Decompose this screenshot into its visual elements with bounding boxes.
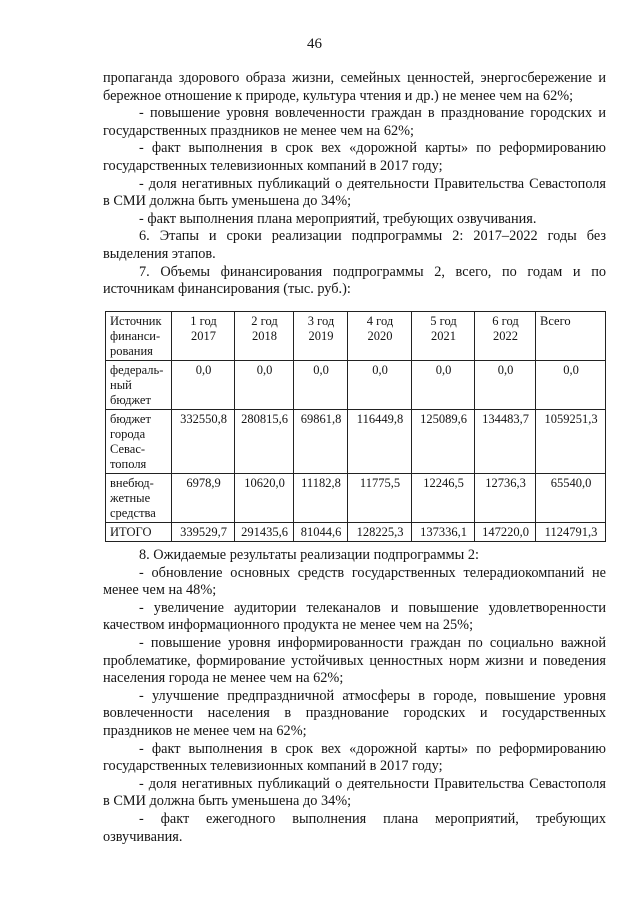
- table-cell: 147220,0: [475, 523, 536, 542]
- paragraph: - факт выполнения плана мероприятий, требующих озвучивания.: [139, 210, 537, 227]
- paragraph: - факт выполнения в срок вех «дорожной карты» по реформированию государственных телевизионных компаний в 2017 году;: [103, 140, 606, 174]
- table-cell: 81044,6: [294, 523, 348, 542]
- top-text-block: [103, 70, 606, 299]
- table-header-cell: Всего: [536, 312, 606, 361]
- table-cell: 291435,6: [235, 523, 294, 542]
- paragraph: - доля негативных публикаций о деятельности Правительства Севастополя в СМИ должна быть уменьшена до 34%;: [103, 175, 606, 210]
- table-cell: 11182,8: [294, 474, 348, 523]
- table-cell: 0,0: [294, 361, 348, 410]
- table-row-label: бюджет города Севас-тополя: [106, 410, 172, 474]
- paragraph: - факт выполнения в срок вех «дорожной карты» по реформированию государственных телевизионных компаний в 2017 году;: [103, 740, 606, 775]
- table-header-cell: 2 год 2018: [235, 312, 294, 361]
- table-cell: 12246,5: [412, 474, 475, 523]
- table-cell: 12736,3: [475, 474, 536, 523]
- table-cell: 6978,9: [172, 474, 235, 523]
- paragraph: - доля негативных публикаций о деятельности Правительства Севастополя в СМИ должна быть уменьшена до 34%;: [103, 775, 606, 810]
- table-header-cell: 1 год 2017: [172, 312, 235, 361]
- table-cell: 0,0: [475, 361, 536, 410]
- table-row-label: федераль-ный бюджет: [106, 361, 172, 410]
- table-cell: 1124791,3: [536, 523, 606, 542]
- table-header-cell: 4 год 2020: [348, 312, 412, 361]
- paragraph: - повышение уровня вовлеченности граждан в празднование городских и государственных праздников не менее чем на 62%;: [103, 105, 606, 139]
- page-number: 46: [307, 36, 322, 52]
- paragraph: - улучшение предпраздничной атмосферы в городе, повышение уровня вовлеченности населения в празднование городских и государственных праздников не менее чем на 62%;: [103, 687, 606, 739]
- table-cell: 0,0: [235, 361, 294, 410]
- table-cell: 11775,5: [348, 474, 412, 523]
- table-header-cell: 5 год 2021: [412, 312, 475, 361]
- table-cell: 1059251,3: [536, 410, 606, 474]
- bottom-text-block: [103, 547, 606, 846]
- table-cell: 65540,0: [536, 474, 606, 523]
- table-cell: 280815,6: [235, 410, 294, 474]
- table-row: [106, 361, 606, 410]
- table-cell: 134483,7: [475, 410, 536, 474]
- table-cell: 116449,8: [348, 410, 412, 474]
- paragraph: 7. Объемы финансирования подпрограммы 2, всего, по годам и по источникам финансирования (тыс. руб.):: [103, 263, 606, 298]
- financing-table: [105, 311, 606, 542]
- table-header-cell: 6 год 2022: [475, 312, 536, 361]
- paragraph: 6. Этапы и сроки реализации подпрограммы 2: 2017–2022 годы без выделения этапов.: [103, 228, 606, 262]
- table-cell: 125089,6: [412, 410, 475, 474]
- table-cell: 0,0: [172, 361, 235, 410]
- table-cell: 128225,3: [348, 523, 412, 542]
- table-cell: 0,0: [348, 361, 412, 410]
- table-row-label: внебюд-жетные средства: [106, 474, 172, 523]
- table-row-total: [106, 523, 606, 542]
- paragraph: - факт ежегодного выполнения плана мероприятий, требующих озвучивания.: [103, 810, 606, 845]
- table-header-cell: 3 год 2019: [294, 312, 348, 361]
- table-cell: 0,0: [412, 361, 475, 410]
- table-row: [106, 410, 606, 474]
- paragraph: - повышение уровня информированности граждан по социально важной проблематике, формирование устойчивых ценностных норм жизни и поведения населения города не менее чем на 62%;: [103, 634, 606, 687]
- table-row-label: ИТОГО: [106, 523, 172, 542]
- table-header-cell: Источник финанси-рования: [106, 312, 172, 361]
- paragraph: - увеличение аудитории телеканалов и повышение удовлетворенности качеством информационного продукта не менее чем на 25%;: [103, 599, 606, 634]
- table-cell: 137336,1: [412, 523, 475, 542]
- table-cell: 0,0: [536, 361, 606, 410]
- table-row: [106, 474, 606, 523]
- table-cell: 332550,8: [172, 410, 235, 474]
- table-cell: 10620,0: [235, 474, 294, 523]
- table-cell: 69861,8: [294, 410, 348, 474]
- table-header-row: [106, 312, 606, 361]
- paragraph: - обновление основных средств государственных телерадиокомпаний не менее чем на 48%;: [103, 564, 606, 599]
- table-cell: 339529,7: [172, 523, 235, 542]
- paragraph: 8. Ожидаемые результаты реализации подпрограммы 2:: [139, 547, 479, 563]
- paragraph: пропаганда здорового образа жизни, семейных ценностей, энергосбережение и бережное отношение к природе, культура чтения и др.) не менее чем на 62%;: [103, 70, 606, 104]
